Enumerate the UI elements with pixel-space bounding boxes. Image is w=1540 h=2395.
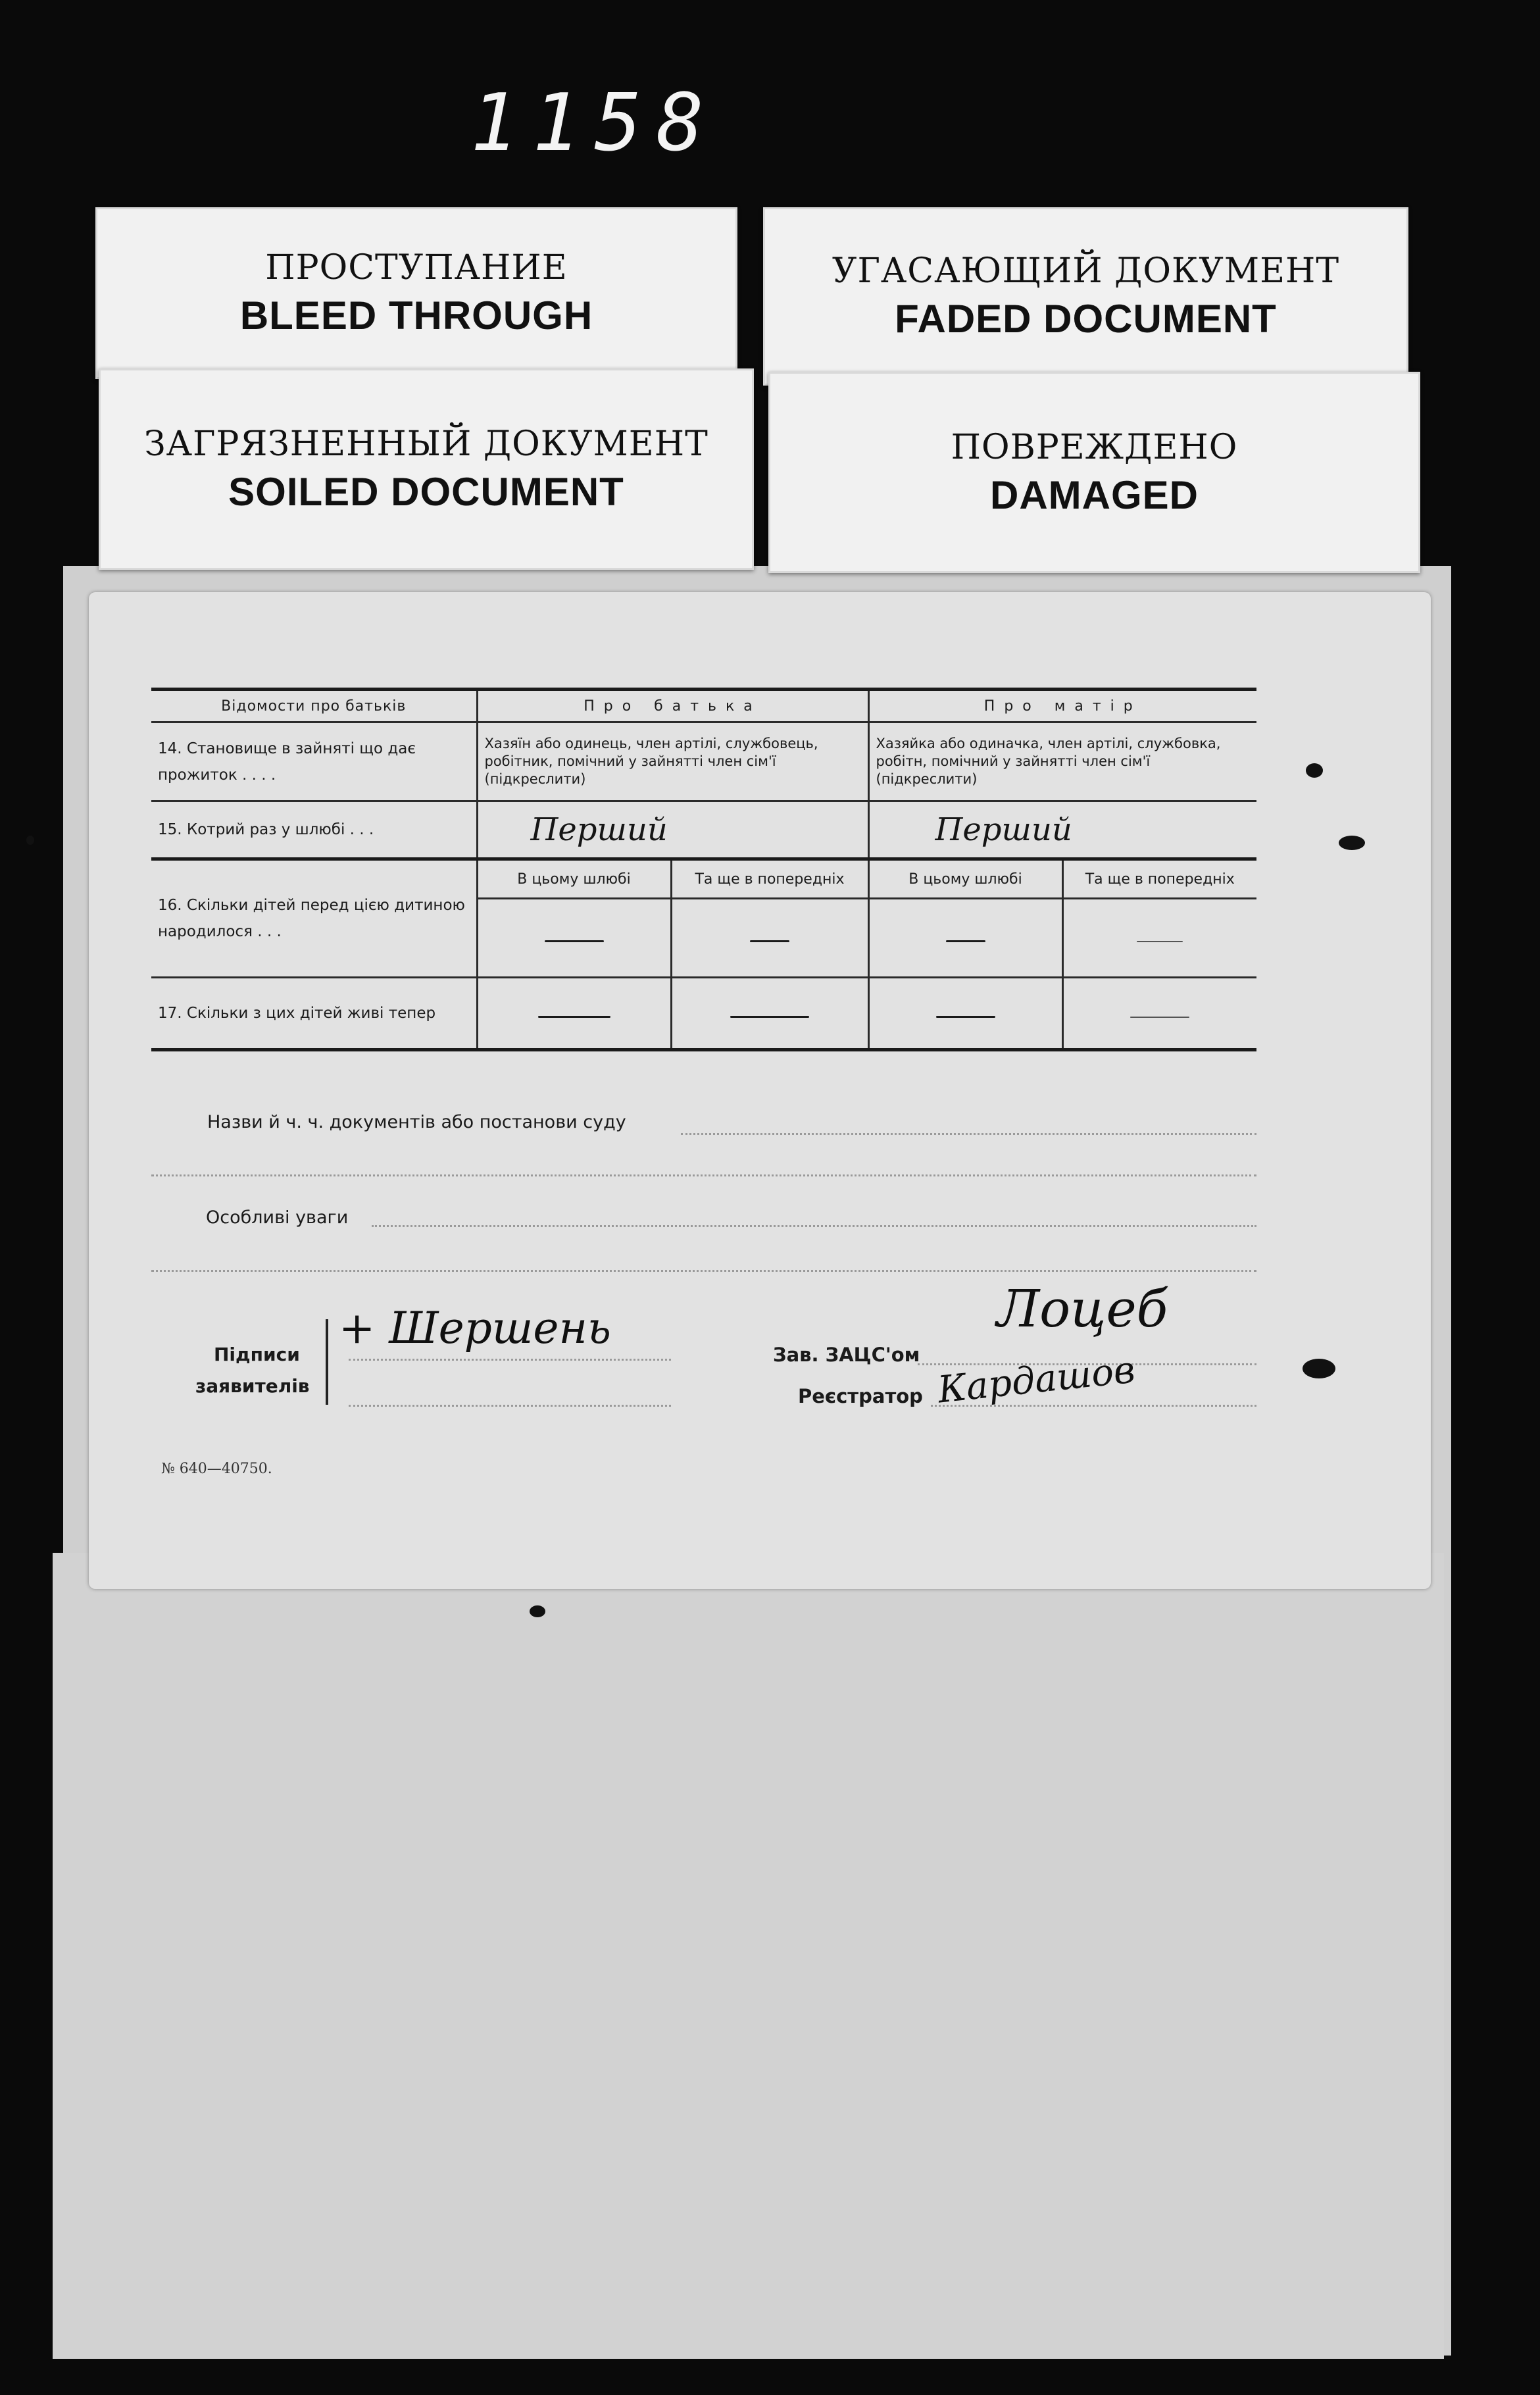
bleed-through-flag: [95, 207, 737, 379]
registrar-label: Реєстратор: [798, 1385, 923, 1407]
documents-label: Назви й ч. ч. документів або постанови суду: [207, 1112, 626, 1132]
row-17-label: 17. Скільки з цих дітей живі тепер: [151, 978, 477, 1050]
faded-document-flag: [763, 207, 1408, 386]
parents-info-table: [151, 688, 1256, 1051]
table-header-row: [151, 690, 1256, 722]
flag-ru-label: ЗАГРЯЗНЕННЫЙ ДОКУМЕНТ: [144, 424, 708, 464]
handwritten-dash: [545, 940, 604, 942]
flag-en-label: DAMAGED: [990, 472, 1199, 517]
subheader-mother-current: В цьому шлюбі: [868, 859, 1062, 899]
applicant-signature-line: [349, 1359, 671, 1361]
row-14-father: Хазяїн або одинець, член артілі, службовець, робітник, помічний у зайнятті член сім'ї (підкреслити): [477, 722, 868, 801]
damage-spot: [1339, 836, 1365, 850]
handwritten-dash: [730, 1016, 809, 1018]
row-16-mother-previous: [1062, 899, 1256, 978]
row-15-mother-value: [868, 801, 1256, 859]
header-parents-info: Відомости про батьків: [151, 690, 477, 722]
damaged-flag: [768, 372, 1420, 573]
applicant-signature-line-2: [349, 1405, 671, 1407]
zags-head-label: Зав. ЗАЦС'ом: [773, 1344, 920, 1366]
frame-number: 1158: [470, 78, 718, 169]
damage-spot: [26, 836, 34, 845]
handwritten-dash: [936, 1016, 995, 1018]
signatures-label: Підписи: [214, 1344, 300, 1365]
form-number: № 640—40750.: [161, 1461, 272, 1477]
subheader-father-current: В цьому шлюбі: [477, 859, 671, 899]
subheader-father-previous: Та ще в попередніх: [671, 859, 868, 899]
mother-handwritten-value: Перший: [935, 811, 1072, 848]
row-14-label: 14. Становище в зайняті що дає прожиток . . . .: [151, 722, 477, 801]
header-mother: Про матір: [868, 690, 1256, 722]
row-17-children-living: [151, 978, 1256, 1050]
handwritten-dash: [538, 1016, 610, 1018]
row-16-father-previous: [671, 899, 868, 978]
row-15-marriage-count: [151, 801, 1256, 859]
row-16-father-current: [477, 899, 671, 978]
row-15-father-value: [477, 801, 868, 859]
flag-ru-label: ПОВРЕЖДЕНО: [951, 427, 1238, 467]
flag-en-label: BLEED THROUGH: [239, 293, 593, 338]
zags-head-signature: Лоцеб: [997, 1280, 1168, 1339]
row-15-label: 15. Котрий раз у шлюбі . . .: [151, 801, 477, 859]
flag-en-label: SOILED DOCUMENT: [228, 469, 624, 514]
damage-spot: [1306, 763, 1323, 778]
registrar-signature: Кардашов: [935, 1348, 1137, 1412]
header-father: Про батька: [477, 690, 868, 722]
signatures-brace: [326, 1319, 332, 1405]
handwritten-dash: [1137, 941, 1183, 942]
flag-ru-label: УГАСАЮЩИЙ ДОКУМЕНТ: [832, 251, 1340, 291]
father-handwritten-value: Перший: [530, 811, 668, 848]
row-14-occupation: [151, 722, 1256, 801]
row-17-mother-current: [868, 978, 1062, 1050]
registration-form: [89, 592, 1431, 1589]
remarks-line-2: [151, 1270, 1256, 1272]
handwritten-dash: [1130, 1017, 1189, 1018]
documents-line: [681, 1133, 1256, 1135]
handwritten-dash: [750, 940, 789, 942]
applicant-signature: + Шершень: [339, 1303, 611, 1353]
flag-en-label: FADED DOCUMENT: [895, 297, 1277, 341]
remarks-label: Особливі уваги: [206, 1207, 349, 1228]
row-17-father-previous: [671, 978, 868, 1050]
subheader-mother-previous: Та ще в попередніх: [1062, 859, 1256, 899]
documents-line-2: [151, 1174, 1256, 1176]
row-17-father-current: [477, 978, 671, 1050]
back-sheet: [53, 1553, 1444, 2359]
remarks-line: [372, 1225, 1256, 1227]
flag-ru-label: ПРОСТУПАНИЕ: [265, 248, 568, 288]
handwritten-dash: [946, 940, 985, 942]
applicants-label: заявителів: [195, 1375, 310, 1397]
damage-spot: [530, 1605, 545, 1617]
damage-spot: [1303, 1359, 1335, 1378]
row-16-mother-current: [868, 899, 1062, 978]
children-subheader-row: [151, 859, 1256, 899]
row-17-mother-previous: [1062, 978, 1256, 1050]
row-14-mother: Хазяйка або одиначка, член артілі, службовка, робітн, помічний у зайнятті член сім'ї (підкреслити): [868, 722, 1256, 801]
soiled-document-flag: [99, 368, 754, 570]
row-16-label: 16. Скільки дітей перед цією дитиною народилося . . .: [151, 859, 477, 978]
